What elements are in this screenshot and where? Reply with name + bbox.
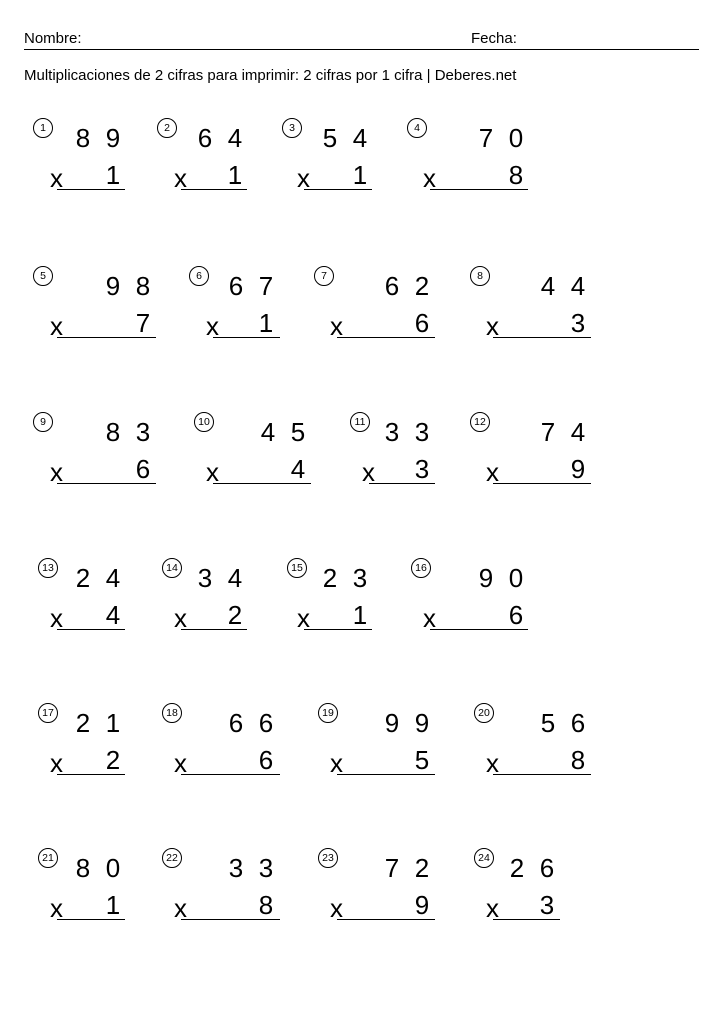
times-sign: x — [206, 311, 219, 341]
multiplicand-units-digit: 6 — [258, 708, 274, 738]
multiplicand-tens-digit: 6 — [228, 708, 244, 738]
answer-line — [369, 483, 435, 484]
answer-line — [493, 483, 591, 484]
fecha-label: Fecha: — [471, 30, 517, 47]
multiplicand-tens-digit: 9 — [478, 563, 494, 593]
multiplier-digit: 3 — [570, 308, 586, 338]
multiplicand-units-digit: 2 — [414, 271, 430, 301]
multiplier-digit: 7 — [135, 308, 151, 338]
problem-number: 2 — [157, 118, 177, 138]
multiplier-digit: 3 — [414, 454, 430, 484]
multiplier-digit: 3 — [539, 890, 555, 920]
times-sign: x — [50, 748, 63, 778]
answer-line — [181, 189, 247, 190]
answer-line — [181, 774, 280, 775]
answer-line — [57, 337, 156, 338]
times-sign: x — [50, 893, 63, 923]
multiplicand-units-digit: 3 — [352, 563, 368, 593]
multiplier-digit: 8 — [258, 890, 274, 920]
multiplier-digit: 9 — [414, 890, 430, 920]
times-sign: x — [297, 603, 310, 633]
times-sign: x — [423, 603, 436, 633]
multiplicand-units-digit: 0 — [105, 853, 121, 883]
multiplicand-tens-digit: 9 — [384, 708, 400, 738]
times-sign: x — [330, 311, 343, 341]
times-sign: x — [174, 163, 187, 193]
problem-number: 8 — [470, 266, 490, 286]
multiplicand-tens-digit: 7 — [540, 417, 556, 447]
problem-number: 5 — [33, 266, 53, 286]
times-sign: x — [423, 163, 436, 193]
multiplier-digit: 4 — [290, 454, 306, 484]
multiplicand-units-digit: 3 — [258, 853, 274, 883]
problem-number: 6 — [189, 266, 209, 286]
problem-number: 4 — [407, 118, 427, 138]
answer-line — [304, 189, 372, 190]
times-sign: x — [50, 603, 63, 633]
answer-line — [430, 189, 528, 190]
problem-number: 7 — [314, 266, 334, 286]
multiplier-digit: 2 — [105, 745, 121, 775]
multiplicand-tens-digit: 2 — [75, 563, 91, 593]
multiplier-digit: 2 — [227, 600, 243, 630]
answer-line — [430, 629, 528, 630]
problem-number: 13 — [38, 558, 58, 578]
problem-number: 3 — [282, 118, 302, 138]
multiplier-digit: 1 — [105, 890, 121, 920]
multiplicand-units-digit: 5 — [290, 417, 306, 447]
multiplicand-units-digit: 4 — [227, 123, 243, 153]
times-sign: x — [50, 163, 63, 193]
answer-line — [493, 337, 591, 338]
answer-line — [337, 337, 435, 338]
multiplicand-units-digit: 4 — [227, 563, 243, 593]
answer-line — [337, 919, 435, 920]
multiplicand-tens-digit: 6 — [197, 123, 213, 153]
problem-number: 14 — [162, 558, 182, 578]
times-sign: x — [206, 457, 219, 487]
multiplicand-tens-digit: 7 — [478, 123, 494, 153]
multiplicand-tens-digit: 8 — [75, 123, 91, 153]
multiplicand-units-digit: 4 — [570, 417, 586, 447]
multiplicand-units-digit: 9 — [414, 708, 430, 738]
answer-line — [493, 774, 591, 775]
answer-line — [181, 629, 247, 630]
answer-line — [304, 629, 372, 630]
multiplicand-units-digit: 3 — [414, 417, 430, 447]
multiplier-digit: 1 — [352, 600, 368, 630]
answer-line — [181, 919, 280, 920]
answer-line — [213, 483, 311, 484]
problem-number: 12 — [470, 412, 490, 432]
times-sign: x — [174, 893, 187, 923]
times-sign: x — [330, 893, 343, 923]
multiplier-digit: 6 — [135, 454, 151, 484]
multiplier-digit: 6 — [258, 745, 274, 775]
multiplicand-units-digit: 8 — [135, 271, 151, 301]
problem-number: 17 — [38, 703, 58, 723]
multiplicand-units-digit: 7 — [258, 271, 274, 301]
multiplicand-units-digit: 0 — [508, 123, 524, 153]
times-sign: x — [362, 457, 375, 487]
multiplicand-tens-digit: 2 — [75, 708, 91, 738]
multiplicand-units-digit: 4 — [105, 563, 121, 593]
problem-number: 21 — [38, 848, 58, 868]
answer-line — [337, 774, 435, 775]
multiplicand-units-digit: 0 — [508, 563, 524, 593]
times-sign: x — [486, 311, 499, 341]
problem-number: 16 — [411, 558, 431, 578]
multiplier-digit: 1 — [352, 160, 368, 190]
multiplier-digit: 1 — [258, 308, 274, 338]
problem-number: 1 — [33, 118, 53, 138]
multiplier-digit: 1 — [105, 160, 121, 190]
times-sign: x — [174, 748, 187, 778]
answer-line — [57, 483, 156, 484]
times-sign: x — [50, 311, 63, 341]
multiplicand-tens-digit: 7 — [384, 853, 400, 883]
multiplicand-tens-digit: 4 — [540, 271, 556, 301]
multiplicand-tens-digit: 5 — [540, 708, 556, 738]
multiplicand-tens-digit: 2 — [322, 563, 338, 593]
multiplier-digit: 4 — [105, 600, 121, 630]
answer-line — [213, 337, 280, 338]
multiplicand-tens-digit: 4 — [260, 417, 276, 447]
multiplicand-tens-digit: 8 — [105, 417, 121, 447]
multiplicand-tens-digit: 3 — [228, 853, 244, 883]
multiplicand-units-digit: 9 — [105, 123, 121, 153]
problem-number: 11 — [350, 412, 370, 432]
multiplier-digit: 6 — [414, 308, 430, 338]
multiplicand-units-digit: 6 — [539, 853, 555, 883]
times-sign: x — [486, 457, 499, 487]
problem-number: 9 — [33, 412, 53, 432]
multiplier-digit: 8 — [570, 745, 586, 775]
problem-number: 19 — [318, 703, 338, 723]
multiplicand-units-digit: 2 — [414, 853, 430, 883]
worksheet-subtitle: Multiplicaciones de 2 cifras para imprimir: 2 cifras por 1 cifra | Deberes.net — [24, 67, 517, 84]
multiplicand-units-digit: 6 — [570, 708, 586, 738]
multiplicand-units-digit: 1 — [105, 708, 121, 738]
multiplier-digit: 1 — [227, 160, 243, 190]
multiplier-digit: 6 — [508, 600, 524, 630]
times-sign: x — [486, 748, 499, 778]
multiplicand-tens-digit: 5 — [322, 123, 338, 153]
multiplicand-units-digit: 4 — [570, 271, 586, 301]
problem-number: 23 — [318, 848, 338, 868]
multiplicand-units-digit: 4 — [352, 123, 368, 153]
answer-line — [493, 919, 560, 920]
answer-line — [57, 629, 125, 630]
times-sign: x — [174, 603, 187, 633]
problem-number: 18 — [162, 703, 182, 723]
problem-number: 10 — [194, 412, 214, 432]
answer-line — [57, 774, 125, 775]
times-sign: x — [486, 893, 499, 923]
multiplicand-tens-digit: 3 — [384, 417, 400, 447]
multiplier-digit: 8 — [508, 160, 524, 190]
problem-number: 22 — [162, 848, 182, 868]
times-sign: x — [297, 163, 310, 193]
nombre-label: Nombre: — [24, 30, 82, 47]
answer-line — [57, 189, 125, 190]
multiplier-digit: 9 — [570, 454, 586, 484]
times-sign: x — [50, 457, 63, 487]
multiplicand-tens-digit: 6 — [384, 271, 400, 301]
answer-line — [57, 919, 125, 920]
problem-number: 24 — [474, 848, 494, 868]
times-sign: x — [330, 748, 343, 778]
multiplicand-tens-digit: 6 — [228, 271, 244, 301]
multiplicand-tens-digit: 8 — [75, 853, 91, 883]
multiplicand-tens-digit: 9 — [105, 271, 121, 301]
multiplier-digit: 5 — [414, 745, 430, 775]
problem-number: 20 — [474, 703, 494, 723]
multiplicand-units-digit: 3 — [135, 417, 151, 447]
multiplicand-tens-digit: 3 — [197, 563, 213, 593]
multiplicand-tens-digit: 2 — [509, 853, 525, 883]
name-date-line — [24, 49, 699, 50]
problem-number: 15 — [287, 558, 307, 578]
